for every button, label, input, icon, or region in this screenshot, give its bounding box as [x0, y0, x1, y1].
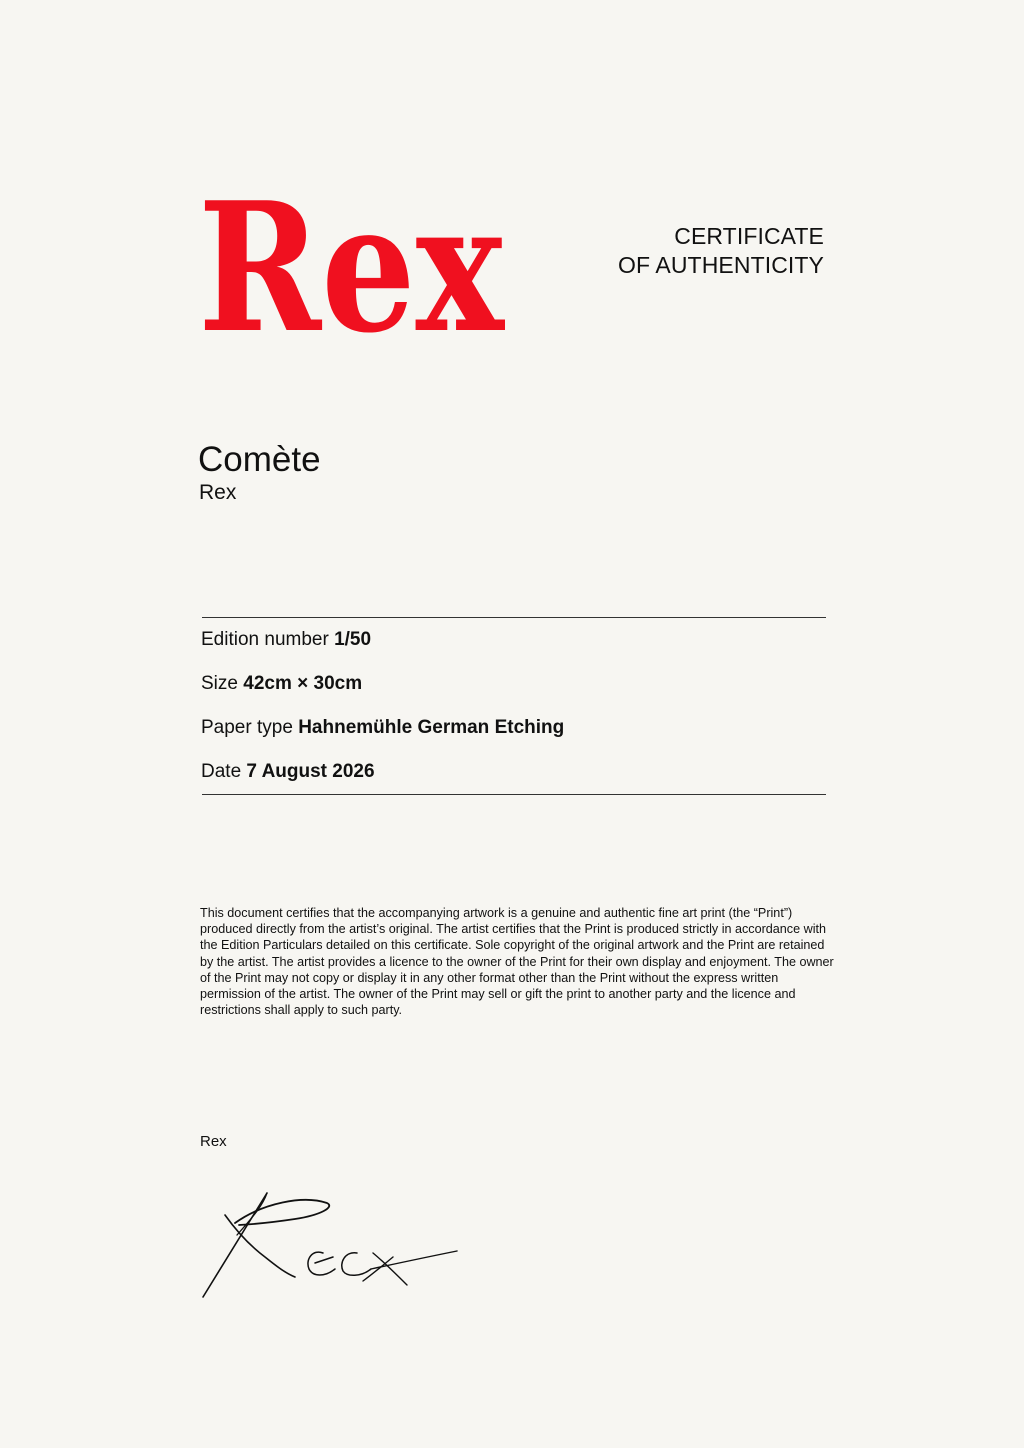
legal-statement: This document certifies that the accompanying artwork is a genuine and authentic fine art print (the “Print”) produced directly from the artist’s original. The artist certifies that the Print is produced strictly in accordance with the Edition Particulars detailed on this certificate. Sole copyright of the original artwork and the Print are retained by the artist. The artist provides a licence to the owner of the Print for their own display and enjoyment. The owner of the Print may not copy or display it in any other format other than the Print without the express written permission of the artist. The owner of the Print may sell or gift the print to another party and the licence and restrictions shall apply to such party.	[200, 906, 834, 1018]
particular-label: Date	[201, 761, 242, 782]
signer-name: Rex	[200, 1133, 227, 1150]
certificate-title-line1: CERTIFICATE	[674, 223, 824, 249]
particular-label: Paper type	[201, 717, 293, 738]
logo-text: Rex	[198, 163, 506, 372]
divider-top	[202, 617, 826, 618]
particular-value: Hahnemühle German Etching	[298, 717, 565, 738]
rex-logo	[190, 138, 510, 372]
particular-edition-number	[201, 624, 821, 668]
particular-value: 7 August 2026	[246, 761, 375, 782]
particular-value: 42cm × 30cm	[243, 673, 363, 694]
particular-size	[201, 668, 821, 712]
artwork-artist: Rex	[199, 481, 237, 504]
particular-label: Size	[201, 673, 238, 694]
divider-bottom	[202, 794, 826, 795]
handwritten-signature	[195, 1185, 465, 1305]
particular-value: 1/50	[334, 629, 372, 650]
certificate-title-line2: OF AUTHENTICITY	[618, 252, 824, 278]
edition-particulars	[201, 624, 821, 800]
certificate-title	[618, 222, 824, 280]
particular-paper-type	[201, 712, 821, 756]
artwork-title: Comète	[198, 440, 321, 479]
particular-label: Edition number	[201, 629, 329, 650]
